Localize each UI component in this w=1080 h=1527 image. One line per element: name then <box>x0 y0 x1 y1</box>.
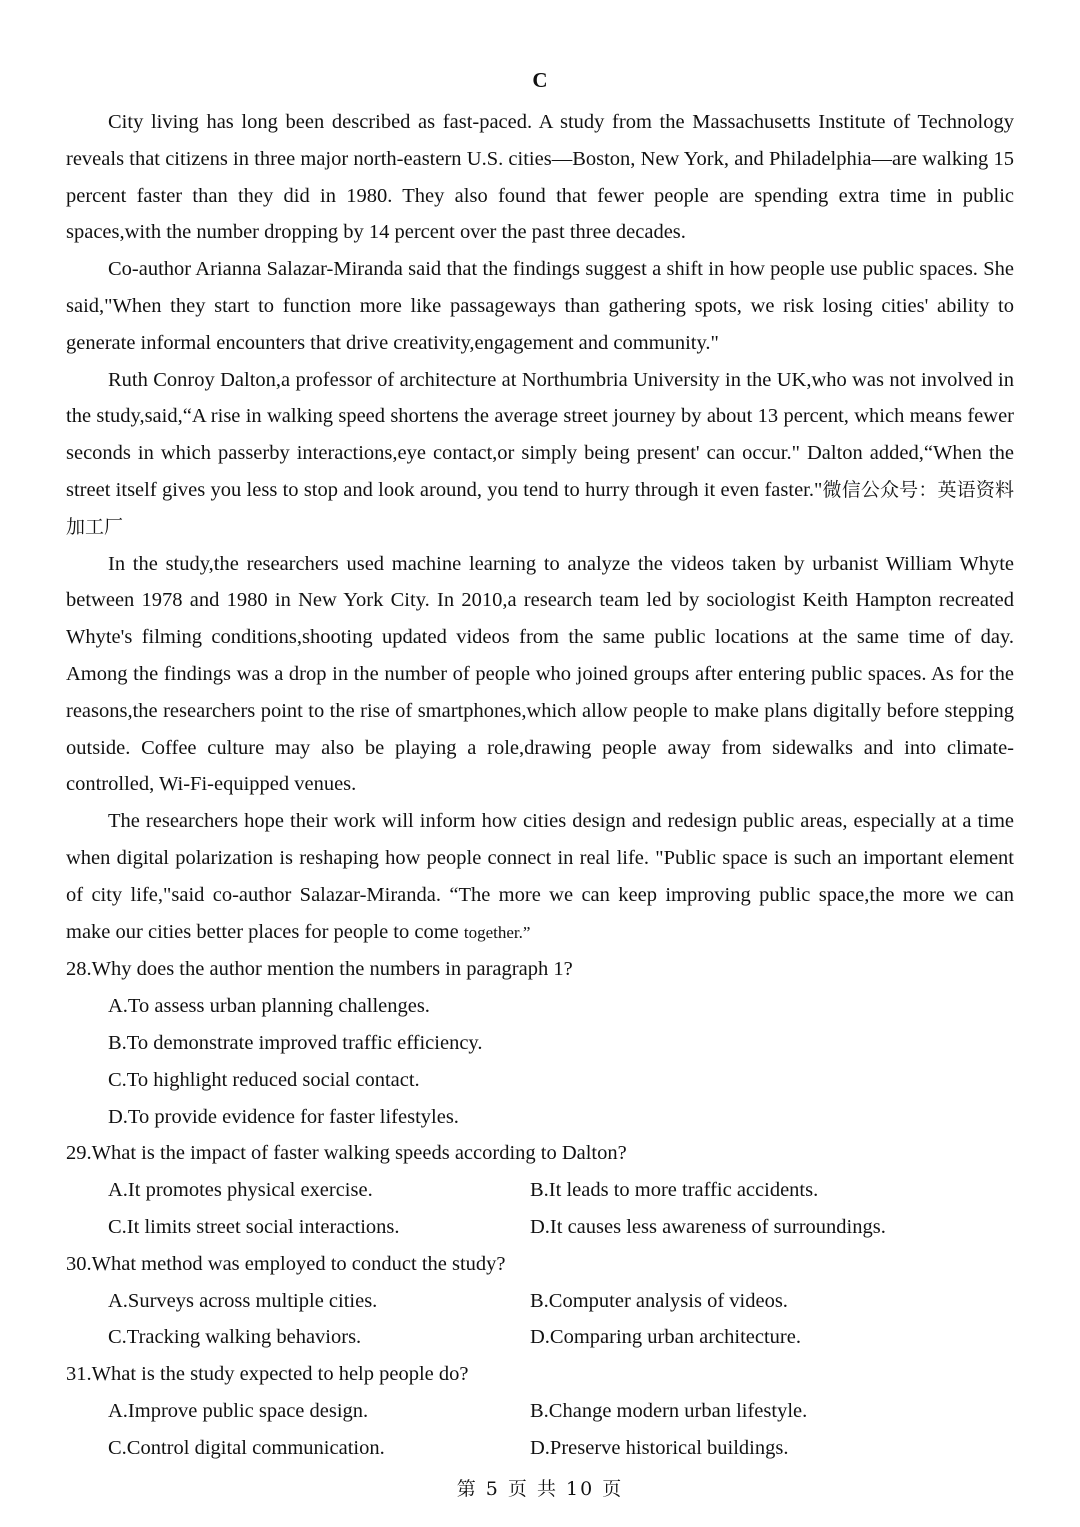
passage-paragraph-1: City living has long been described as fast-paced. A study from the Massachusetts Institute of Technology reveals that citizens in three major north-eastern U.S. cities—Boston, New York, and Philadelphia—are walking 15 percent faster than they did in 1980. They also found that fewer people are spending extra time in public spaces,with the number dropping by 14 percent over the past three decades. <box>66 111 1014 244</box>
q31-option-a: A.Improve public space design. <box>108 1399 369 1422</box>
q28-option-c: C.To highlight reduced social contact. <box>108 1068 420 1091</box>
passage-paragraph-2: Co-author Arianna Salazar-Miranda said that the findings suggest a shift in how people use public spaces. She said,"When they start to function more like passageways than gathering spots, we risk losing cities' ability to generate informal encounters that drive creativity,engagement and community." <box>66 258 1014 354</box>
question-28: 28.Why does the author mention the numbers in paragraph 1? <box>66 958 573 981</box>
q31-option-row-1 <box>66 1393 1014 1430</box>
q28-option-a: A.To assess urban planning challenges. <box>108 995 430 1018</box>
question-31: 31.What is the study expected to help people do? <box>66 1363 469 1386</box>
q30-option-b: B.Computer analysis of videos. <box>530 1289 788 1312</box>
q29-option-a: A.It promotes physical exercise. <box>108 1179 373 1202</box>
q28-option-row-2 <box>66 1025 1014 1062</box>
q29-option-c: C.It limits street social interactions. <box>108 1215 400 1238</box>
q31-option-c: C.Control digital communication. <box>108 1436 385 1459</box>
passage-paragraph-3 <box>66 362 1014 546</box>
q30-option-row-1 <box>66 1283 1014 1320</box>
q30-option-c: C.Tracking walking behaviors. <box>108 1326 362 1349</box>
page-footer: 第 5 页 共 10 页 <box>456 1478 624 1500</box>
question-29: 29.What is the impact of faster walking speeds according to Dalton? <box>66 1142 627 1165</box>
paragraph-5-text: The researchers hope their work will inform how cities design and redesign public areas, especially at a time when digital polarization is reshaping how people connect in real life. "Public space is such an important element of city life,"said co-author Salazar-Miranda. “The more we can keep improving public space,the more we can make our cities better places for people to come <box>66 810 1014 943</box>
question-30: 30.What method was employed to conduct the study? <box>66 1252 506 1275</box>
passage-paragraph-4: In the study,the researchers used machine learning to analyze the videos taken by urbanist William Whyte between 1978 and 1980 in New York City. In 2010,a research team led by sociologist Keith Hampton recreated Whyte's filming conditions,shooting updated videos from the same public locations at the same time of day. Among the findings was a drop in the number of people who joined groups after entering public spaces. As for the reasons,the researchers point to the rise of smartphones,which allow people to make plans digitally before stepping outside. Coffee culture may also be playing a role,drawing people away from sidewalks and into climate-controlled, Wi-Fi-equipped venues. <box>66 552 1014 796</box>
q28-option-row-3 <box>66 1062 1014 1099</box>
q31-option-d: D.Preserve historical buildings. <box>530 1436 789 1459</box>
q30-option-d: D.Comparing urban architecture. <box>530 1326 801 1349</box>
q29-option-d: D.It causes less awareness of surroundings. <box>530 1215 886 1238</box>
paragraph-3-text: Ruth Conroy Dalton,a professor of architecture at Northumbria University in the UK,who was not involved in the study,said,“A rise in walking speed shortens the average street journey by about 13 percent, which means fewer seconds in which passerby interactions,eye contact,or simply being present' can occur." Dalton added,“When the street itself gives you less to stop and look around, you tend to hurry through it even faster." <box>66 368 1014 501</box>
passage-paragraph-5 <box>66 803 1014 951</box>
watermark-text: 微信公众号：英语资料加工厂 <box>66 478 1014 538</box>
q29-option-b: B.It leads to more traffic accidents. <box>530 1179 819 1202</box>
q28-option-b: B.To demonstrate improved traffic efficiency. <box>108 1031 483 1054</box>
q28-option-row-1 <box>66 988 1014 1025</box>
q29-option-row-2 <box>66 1209 1014 1246</box>
q30-option-row-2 <box>66 1319 1014 1356</box>
q28-option-row-4 <box>66 1099 1014 1136</box>
q28-option-d: D.To provide evidence for faster lifestyles. <box>108 1105 459 1128</box>
q29-option-row-1 <box>66 1172 1014 1209</box>
q30-option-a: A.Surveys across multiple cities. <box>108 1289 378 1312</box>
paragraph-5-end: together.” <box>463 922 531 942</box>
section-title: C <box>532 68 548 92</box>
q31-option-b: B.Change modern urban lifestyle. <box>530 1399 808 1422</box>
q31-option-row-2 <box>66 1430 1014 1467</box>
